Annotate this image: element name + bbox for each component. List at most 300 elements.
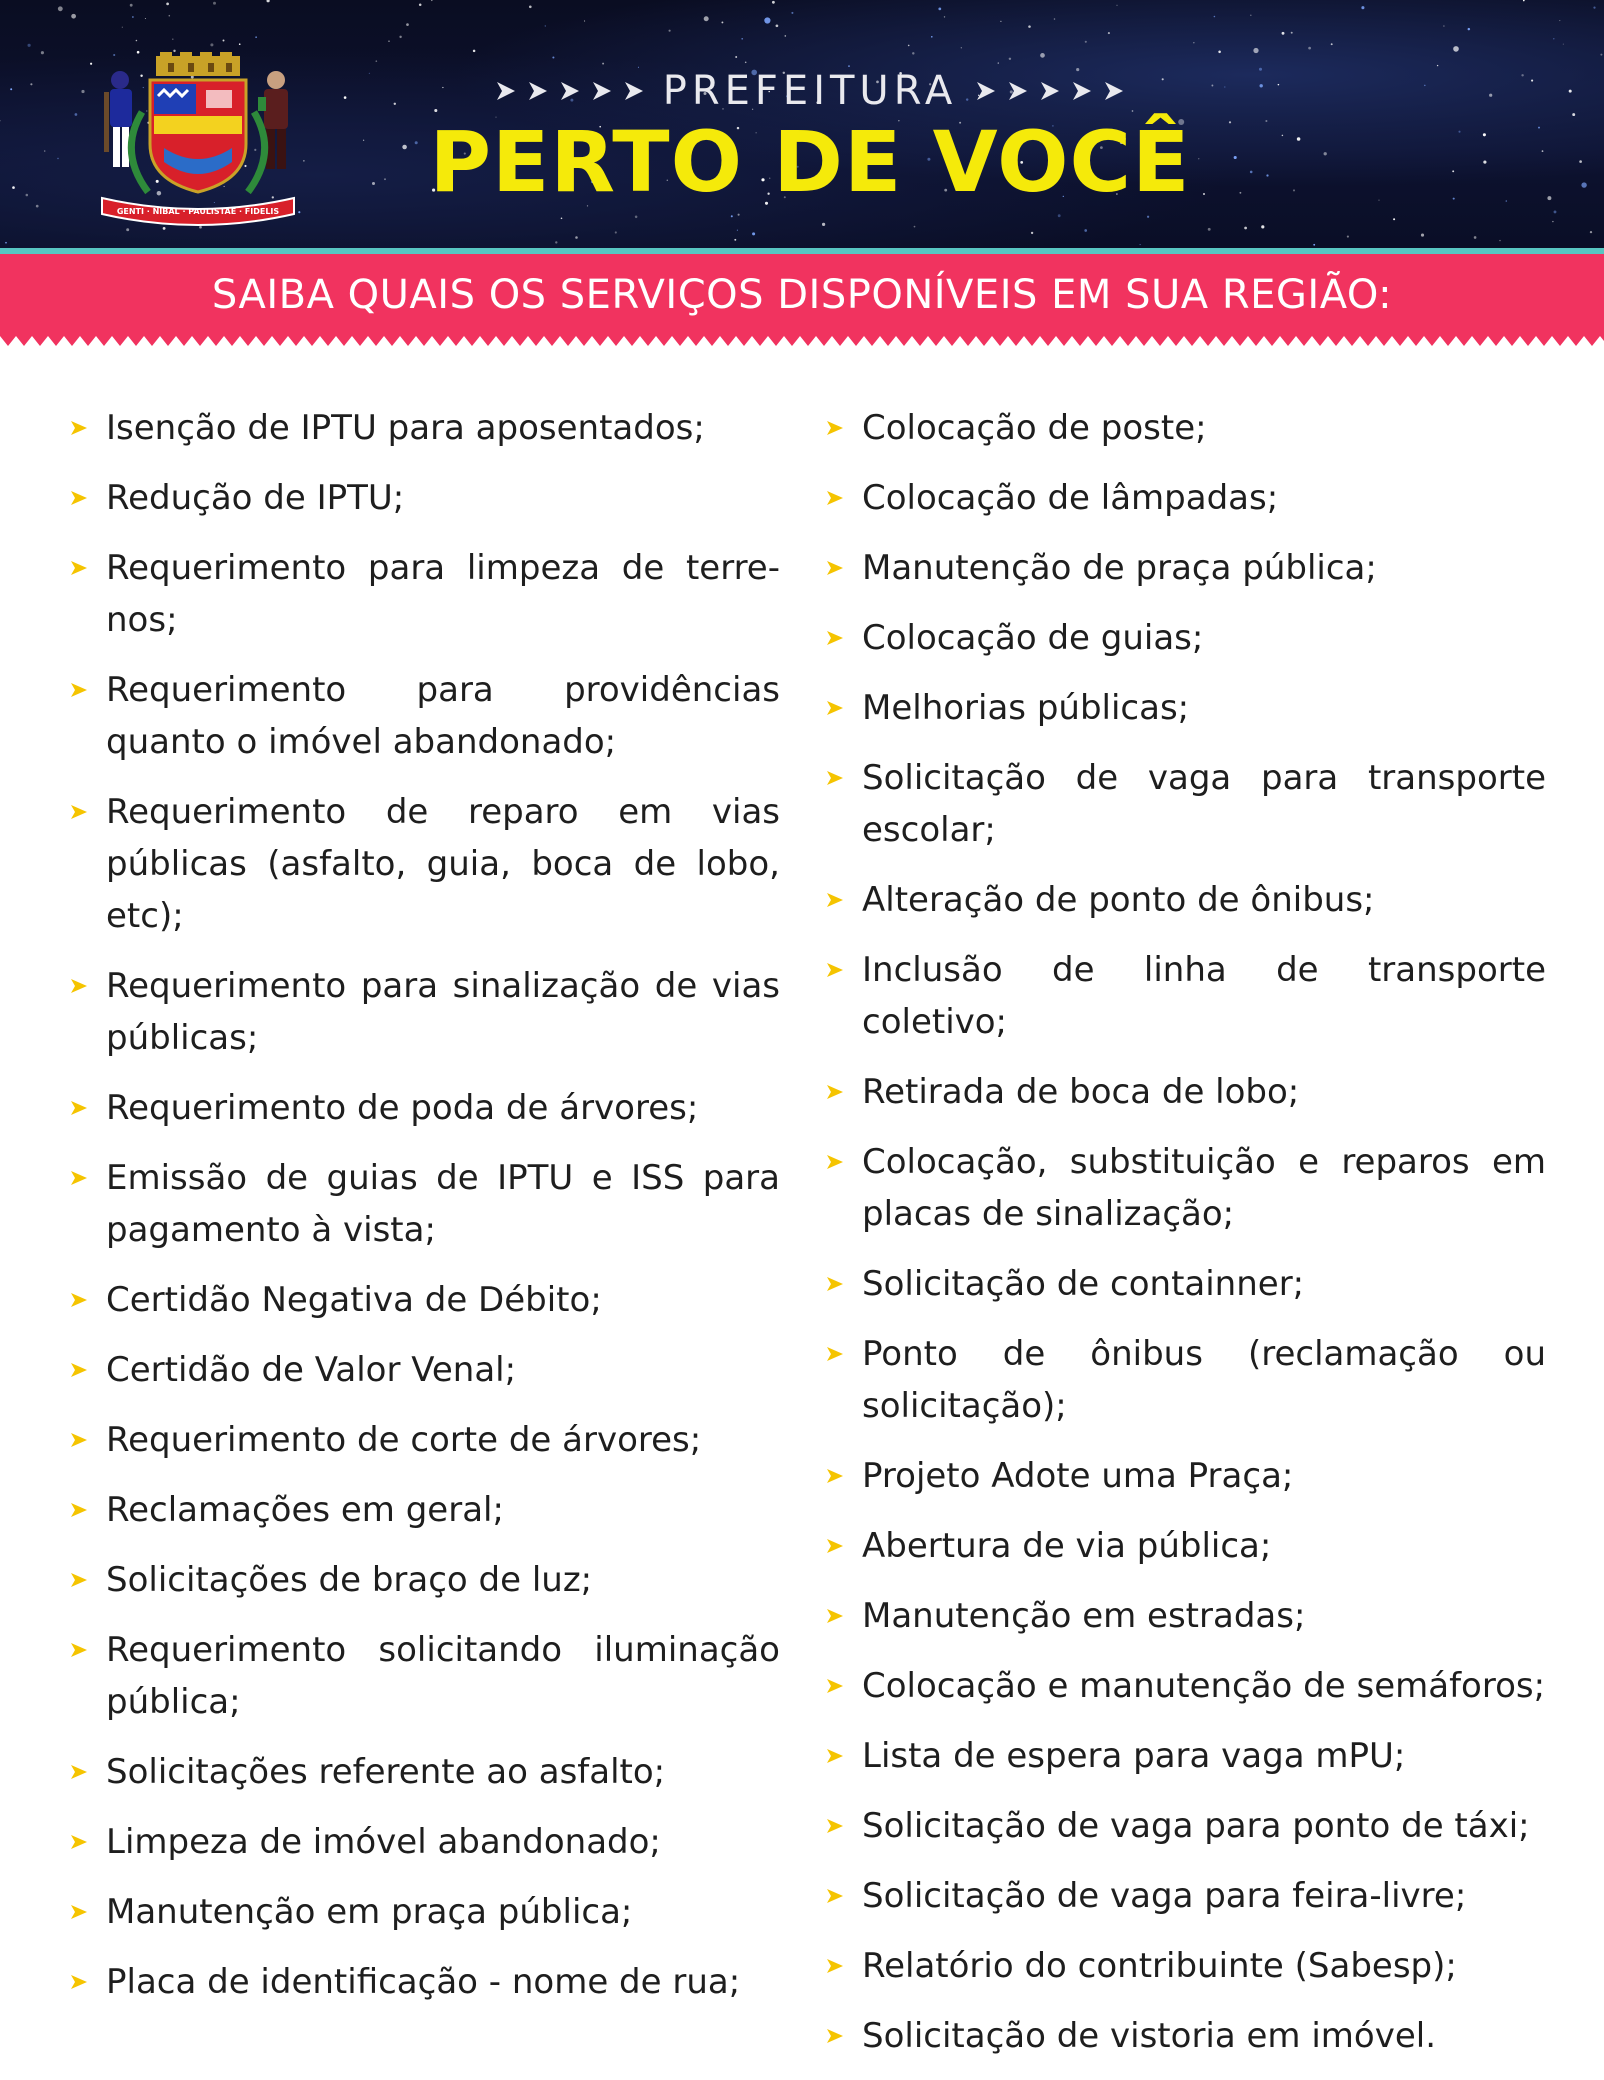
arrow-icon: [1039, 80, 1061, 102]
arrow-bullet-icon: [70, 1904, 88, 1920]
arrow-bullet-icon: [70, 1764, 88, 1780]
crest-motto-ribbon: [102, 198, 294, 225]
star: [1553, 38, 1554, 39]
service-item-label: Redução de IPTU;: [106, 478, 405, 518]
service-item-label: Abertura de via pública;: [862, 1526, 1272, 1566]
service-item-label: Requerimento para providências quanto o imóvel abandonado;: [106, 670, 780, 762]
star: [822, 223, 825, 226]
star: [1393, 218, 1395, 220]
star: [1483, 161, 1486, 164]
service-item: [826, 1660, 1546, 1712]
arrow-bullet-icon: [70, 804, 88, 820]
service-item: [826, 1136, 1546, 1240]
star: [10, 88, 12, 90]
star: [1244, 227, 1247, 230]
star: [36, 205, 39, 208]
star: [734, 239, 736, 241]
star: [210, 43, 213, 46]
arrow-bullet-icon: [70, 1362, 88, 1378]
service-item: [826, 1450, 1546, 1502]
arrow-bullet-icon: [826, 1748, 844, 1764]
star: [1211, 85, 1213, 87]
services-list-left: [70, 402, 780, 2026]
eyebrow-row: [420, 66, 1200, 116]
star: [363, 140, 364, 141]
star: [419, 3, 422, 6]
star: [30, 83, 32, 85]
star: [130, 4, 133, 7]
star: [376, 60, 378, 62]
service-item-label: Manutenção de praça pública;: [862, 548, 1377, 588]
arrow-icon: [975, 80, 997, 102]
arrow-bullet-icon: [826, 1608, 844, 1624]
star: [223, 40, 225, 42]
arrow-bullet-icon: [70, 1100, 88, 1116]
star: [1569, 90, 1572, 93]
star: [473, 50, 476, 53]
left-supporter-figure: [104, 71, 132, 167]
star: [5, 242, 7, 244]
service-item-label: Manutenção em estradas;: [862, 1596, 1306, 1636]
star: [1291, 32, 1293, 34]
service-item-label: Colocação, substituição e reparos em placas de sinalização;: [862, 1142, 1546, 1234]
service-item: [70, 664, 780, 768]
star: [415, 141, 418, 144]
service-item: [70, 1816, 780, 1868]
star: [298, 211, 300, 213]
star: [1214, 16, 1216, 18]
service-item-label: Solicitação de vistoria em imóvel.: [862, 2016, 1437, 2056]
star: [738, 214, 740, 216]
star: [938, 8, 941, 11]
arrow-bullet-icon: [826, 630, 844, 646]
star: [1593, 7, 1595, 9]
arrow-bullet-icon: [826, 1084, 844, 1100]
service-item: [70, 1274, 780, 1326]
eyebrow-text: PREFEITURA: [662, 68, 958, 114]
star: [602, 63, 604, 65]
star: [1581, 182, 1586, 187]
arrow-icon: [591, 80, 613, 102]
star: [737, 230, 738, 231]
star: [12, 186, 15, 189]
banner: [0, 254, 1604, 336]
service-item: [70, 1956, 780, 2008]
service-item: [826, 542, 1546, 594]
star: [635, 216, 638, 219]
service-item: [826, 1328, 1546, 1432]
star: [785, 35, 787, 37]
service-item-label: Solicitações de braço de luz;: [106, 1560, 593, 1600]
arrow-bullet-icon: [70, 560, 88, 576]
arrow-icon: [1103, 80, 1125, 102]
star: [303, 160, 304, 161]
service-item-label: Requerimento de corte de árvores;: [106, 1420, 702, 1460]
service-item: [70, 1746, 780, 1798]
service-item-label: Requerimento de poda de árvores;: [106, 1088, 699, 1128]
star: [1552, 221, 1553, 222]
service-item-label: Solicitação de containner;: [862, 1264, 1305, 1304]
service-item: [826, 874, 1546, 926]
star: [90, 63, 92, 65]
star: [1250, 171, 1253, 174]
banner-zigzag-edge: [0, 336, 1604, 350]
arrow-bullet-icon: [70, 1432, 88, 1448]
star: [1538, 127, 1540, 129]
arrow-icon: [623, 80, 645, 102]
service-item-label: Solicitação de vaga para feira-livre;: [862, 1876, 1467, 1916]
service-item-label: Lista de espera para vaga mPU;: [862, 1736, 1406, 1776]
star: [1453, 198, 1455, 200]
star: [1572, 113, 1575, 116]
service-item: [70, 472, 780, 524]
star: [1000, 21, 1001, 22]
star: [1437, 65, 1438, 66]
star: [1483, 133, 1486, 136]
service-item-label: Colocação de lâmpadas;: [862, 478, 1279, 518]
arrow-bullet-icon: [826, 490, 844, 506]
star: [132, 16, 134, 18]
service-item-label: Ponto de ônibus (reclamação ou solicitação);: [862, 1334, 1546, 1426]
star: [1521, 74, 1523, 76]
arrow-icon: [1071, 80, 1093, 102]
star: [402, 145, 407, 150]
star: [1028, 25, 1031, 28]
star: [1218, 51, 1221, 54]
arrow-bullet-icon: [826, 1818, 844, 1834]
star: [1563, 44, 1564, 45]
service-item-label: Solicitação de vaga para transporte escolar;: [862, 758, 1546, 850]
star: [931, 36, 933, 38]
services-list-right: [826, 402, 1546, 2080]
star: [145, 18, 146, 19]
star: [584, 20, 585, 21]
star: [255, 36, 257, 38]
arrow-bullet-icon: [826, 1468, 844, 1484]
star: [136, 40, 138, 42]
star: [1261, 225, 1264, 228]
star: [1452, 170, 1454, 172]
service-item-label: Manutenção em praça pública;: [106, 1892, 633, 1932]
service-item-label: Requerimento para limpeza de terre-nos;: [106, 548, 780, 640]
star: [44, 150, 46, 152]
star: [399, 36, 401, 38]
star: [388, 41, 389, 42]
service-item: [826, 1590, 1546, 1642]
arrow-icon: [527, 80, 549, 102]
star: [1361, 6, 1364, 9]
arrow-bullet-icon: [70, 682, 88, 698]
service-item: [70, 1484, 780, 1536]
star: [1313, 244, 1315, 246]
star: [1058, 214, 1061, 217]
arrow-bullet-icon: [826, 962, 844, 978]
service-item-label: Retirada de boca de lobo;: [862, 1072, 1300, 1112]
star: [1531, 80, 1533, 82]
star: [166, 3, 169, 6]
star: [28, 44, 31, 47]
star: [764, 17, 770, 23]
star: [372, 182, 375, 185]
star: [1458, 131, 1460, 133]
star: [529, 5, 532, 8]
star: [344, 96, 347, 99]
star: [998, 62, 999, 63]
service-item: [826, 612, 1546, 664]
service-item-label: Projeto Adote uma Praça;: [862, 1456, 1294, 1496]
star: [1297, 137, 1301, 141]
star: [1250, 15, 1252, 16]
star: [1559, 20, 1560, 21]
star: [1282, 32, 1285, 35]
star: [1084, 229, 1087, 232]
star: [267, 0, 270, 2]
star: [1499, 240, 1500, 241]
star: [1147, 216, 1149, 218]
star: [1579, 160, 1582, 163]
star: [791, 12, 793, 14]
star: [1600, 54, 1602, 56]
star: [126, 228, 129, 231]
arrow-bullet-icon: [70, 1834, 88, 1850]
star: [1054, 18, 1056, 20]
arrow-decoration-left: [495, 80, 645, 102]
star: [1308, 47, 1311, 50]
arrow-bullet-icon: [826, 420, 844, 436]
service-item-label: Inclusão de linha de transporte coletivo;: [862, 950, 1546, 1042]
star: [752, 232, 755, 235]
arrow-bullet-icon: [826, 1346, 844, 1362]
arrow-bullet-icon: [70, 420, 88, 436]
arrow-bullet-icon: [70, 1170, 88, 1186]
service-item: [826, 1066, 1546, 1118]
service-item-label: Emissão de guias de IPTU e ISS para pagamento à vista;: [106, 1158, 780, 1250]
star: [1347, 236, 1349, 238]
arrow-bullet-icon: [826, 700, 844, 716]
service-item-label: Melhorias públicas;: [862, 688, 1190, 728]
service-item: [826, 1870, 1546, 1922]
star: [1239, 192, 1241, 194]
star: [545, 25, 546, 26]
arrow-bullet-icon: [826, 1154, 844, 1170]
star: [1208, 228, 1211, 231]
service-item: [70, 402, 780, 454]
star: [704, 16, 709, 21]
arrow-bullet-icon: [826, 770, 844, 786]
star: [735, 56, 737, 58]
star: [26, 194, 29, 197]
service-item: [826, 1520, 1546, 1572]
star: [1506, 200, 1508, 202]
star: [0, 120, 1, 121]
service-item-label: Reclamações em geral;: [106, 1490, 504, 1530]
main-title: PERTO DE VOCÊ: [429, 113, 1191, 211]
service-item: [70, 1082, 780, 1134]
star: [1116, 5, 1117, 6]
star: [1474, 236, 1477, 239]
arrow-bullet-icon: [70, 1292, 88, 1308]
arrow-bullet-icon: [70, 1572, 88, 1588]
star: [1203, 193, 1205, 195]
service-item: [70, 960, 780, 1064]
arrow-decoration-right: [975, 80, 1125, 102]
arrow-bullet-icon: [826, 892, 844, 908]
arrow-bullet-icon: [826, 2028, 844, 2044]
star: [1234, 156, 1237, 159]
star: [912, 52, 914, 54]
star: [731, 215, 733, 217]
service-item: [826, 402, 1546, 454]
service-item: [826, 1800, 1546, 1852]
star: [81, 90, 84, 93]
service-item: [70, 786, 780, 942]
star: [776, 24, 779, 27]
star: [1542, 150, 1544, 152]
star: [1331, 43, 1333, 45]
star: [745, 62, 747, 64]
star: [741, 38, 743, 40]
service-item: [70, 1554, 780, 1606]
arrow-bullet-icon: [70, 1502, 88, 1518]
service-item: [826, 682, 1546, 734]
service-item: [70, 1414, 780, 1466]
arrow-bullet-icon: [70, 490, 88, 506]
star: [1108, 32, 1110, 34]
service-item-label: Placa de identificação - nome de rua;: [106, 1962, 741, 2002]
star: [1229, 121, 1231, 123]
star: [1378, 200, 1379, 201]
service-item-label: Alteração de ponto de ônibus;: [862, 880, 1375, 920]
service-item: [70, 542, 780, 646]
star: [1278, 84, 1280, 86]
service-item: [826, 1730, 1546, 1782]
arrow-bullet-icon: [826, 1958, 844, 1974]
star: [1293, 189, 1295, 191]
service-item: [70, 1152, 780, 1256]
banner-text: SAIBA QUAIS OS SERVIÇOS DISPONÍVEIS EM SUA REGIÃO:: [211, 272, 1393, 318]
star: [1554, 210, 1557, 213]
star: [58, 6, 63, 11]
service-item-label: Limpeza de imóvel abandonado;: [106, 1822, 661, 1862]
municipal-crest-icon: [98, 52, 298, 227]
arrow-bullet-icon: [826, 1678, 844, 1694]
star: [1265, 120, 1267, 122]
arrow-bullet-icon: [70, 1642, 88, 1658]
star: [669, 30, 671, 32]
arrow-bullet-icon: [826, 560, 844, 576]
arrow-icon: [559, 80, 581, 102]
star: [552, 56, 554, 58]
service-item: [826, 752, 1546, 856]
star: [213, 2, 216, 5]
service-item-label: Colocação de poste;: [862, 408, 1207, 448]
star: [1193, 42, 1194, 43]
star: [57, 158, 58, 159]
star: [75, 113, 78, 116]
star: [71, 14, 76, 19]
star: [394, 103, 396, 105]
service-item: [70, 1344, 780, 1396]
star: [1421, 234, 1424, 237]
star: [555, 241, 557, 243]
star: [908, 45, 910, 47]
arrow-bullet-icon: [826, 1888, 844, 1904]
star: [1324, 152, 1327, 155]
star: [914, 226, 916, 228]
star: [384, 178, 386, 180]
star: [1259, 68, 1262, 71]
service-item: [826, 944, 1546, 1048]
mural-crown: [156, 52, 240, 76]
star: [615, 231, 617, 233]
star: [1253, 48, 1258, 53]
arrow-bullet-icon: [70, 1974, 88, 1990]
star: [169, 15, 171, 17]
star: [1468, 28, 1470, 30]
star: [172, 38, 173, 39]
star: [1031, 232, 1033, 234]
star: [1140, 244, 1141, 245]
star: [1443, 25, 1445, 27]
crest-shield: [150, 80, 246, 192]
crest-motto-text: GENTI · NIBAL · PAULISTAE · FIDELIS: [116, 207, 280, 216]
service-item: [826, 2010, 1546, 2062]
service-item-label: Requerimento solicitando iluminação pública;: [106, 1630, 780, 1722]
star: [1282, 135, 1284, 137]
service-item-label: Certidão Negativa de Débito;: [106, 1280, 602, 1320]
star: [1590, 231, 1592, 233]
header: [0, 0, 1604, 250]
arrow-bullet-icon: [70, 978, 88, 994]
arrow-bullet-icon: [826, 1538, 844, 1554]
star: [1085, 41, 1087, 43]
arrow-icon: [495, 80, 517, 102]
star: [1266, 174, 1268, 176]
service-item-label: Requerimento de reparo em vias públicas (asfalto, guia, boca de lobo, etc);: [106, 792, 780, 936]
service-item-label: Requerimento para sinalização de vias públicas;: [106, 966, 780, 1058]
service-item: [826, 1258, 1546, 1310]
star: [772, 1, 775, 4]
service-item: [70, 1624, 780, 1728]
star: [1260, 84, 1263, 87]
star: [721, 21, 723, 23]
star: [1424, 85, 1426, 87]
star: [163, 227, 166, 230]
star: [406, 23, 409, 26]
service-item-label: Relatório do contribuinte (Sabesp);: [862, 1946, 1457, 1986]
star: [1547, 196, 1551, 200]
service-item-label: Solicitação de vaga para ponto de táxi;: [862, 1806, 1530, 1846]
star: [944, 16, 945, 17]
service-item: [70, 1886, 780, 1938]
service-item-label: Colocação de guias;: [862, 618, 1204, 658]
star: [431, 0, 432, 1]
star: [1453, 46, 1459, 52]
star: [41, 51, 44, 54]
star: [1040, 53, 1045, 58]
service-item-label: Colocação e manutenção de semáforos;: [862, 1666, 1546, 1706]
star: [1523, 0, 1525, 1]
service-item: [826, 1940, 1546, 1992]
star: [122, 27, 123, 28]
arrow-icon: [1007, 80, 1029, 102]
service-item-label: Isenção de IPTU para aposentados;: [106, 408, 705, 448]
service-item: [826, 472, 1546, 524]
star: [239, 43, 241, 45]
service-item-label: Certidão de Valor Venal;: [106, 1350, 517, 1390]
star: [1224, 86, 1225, 87]
arrow-bullet-icon: [826, 1276, 844, 1292]
